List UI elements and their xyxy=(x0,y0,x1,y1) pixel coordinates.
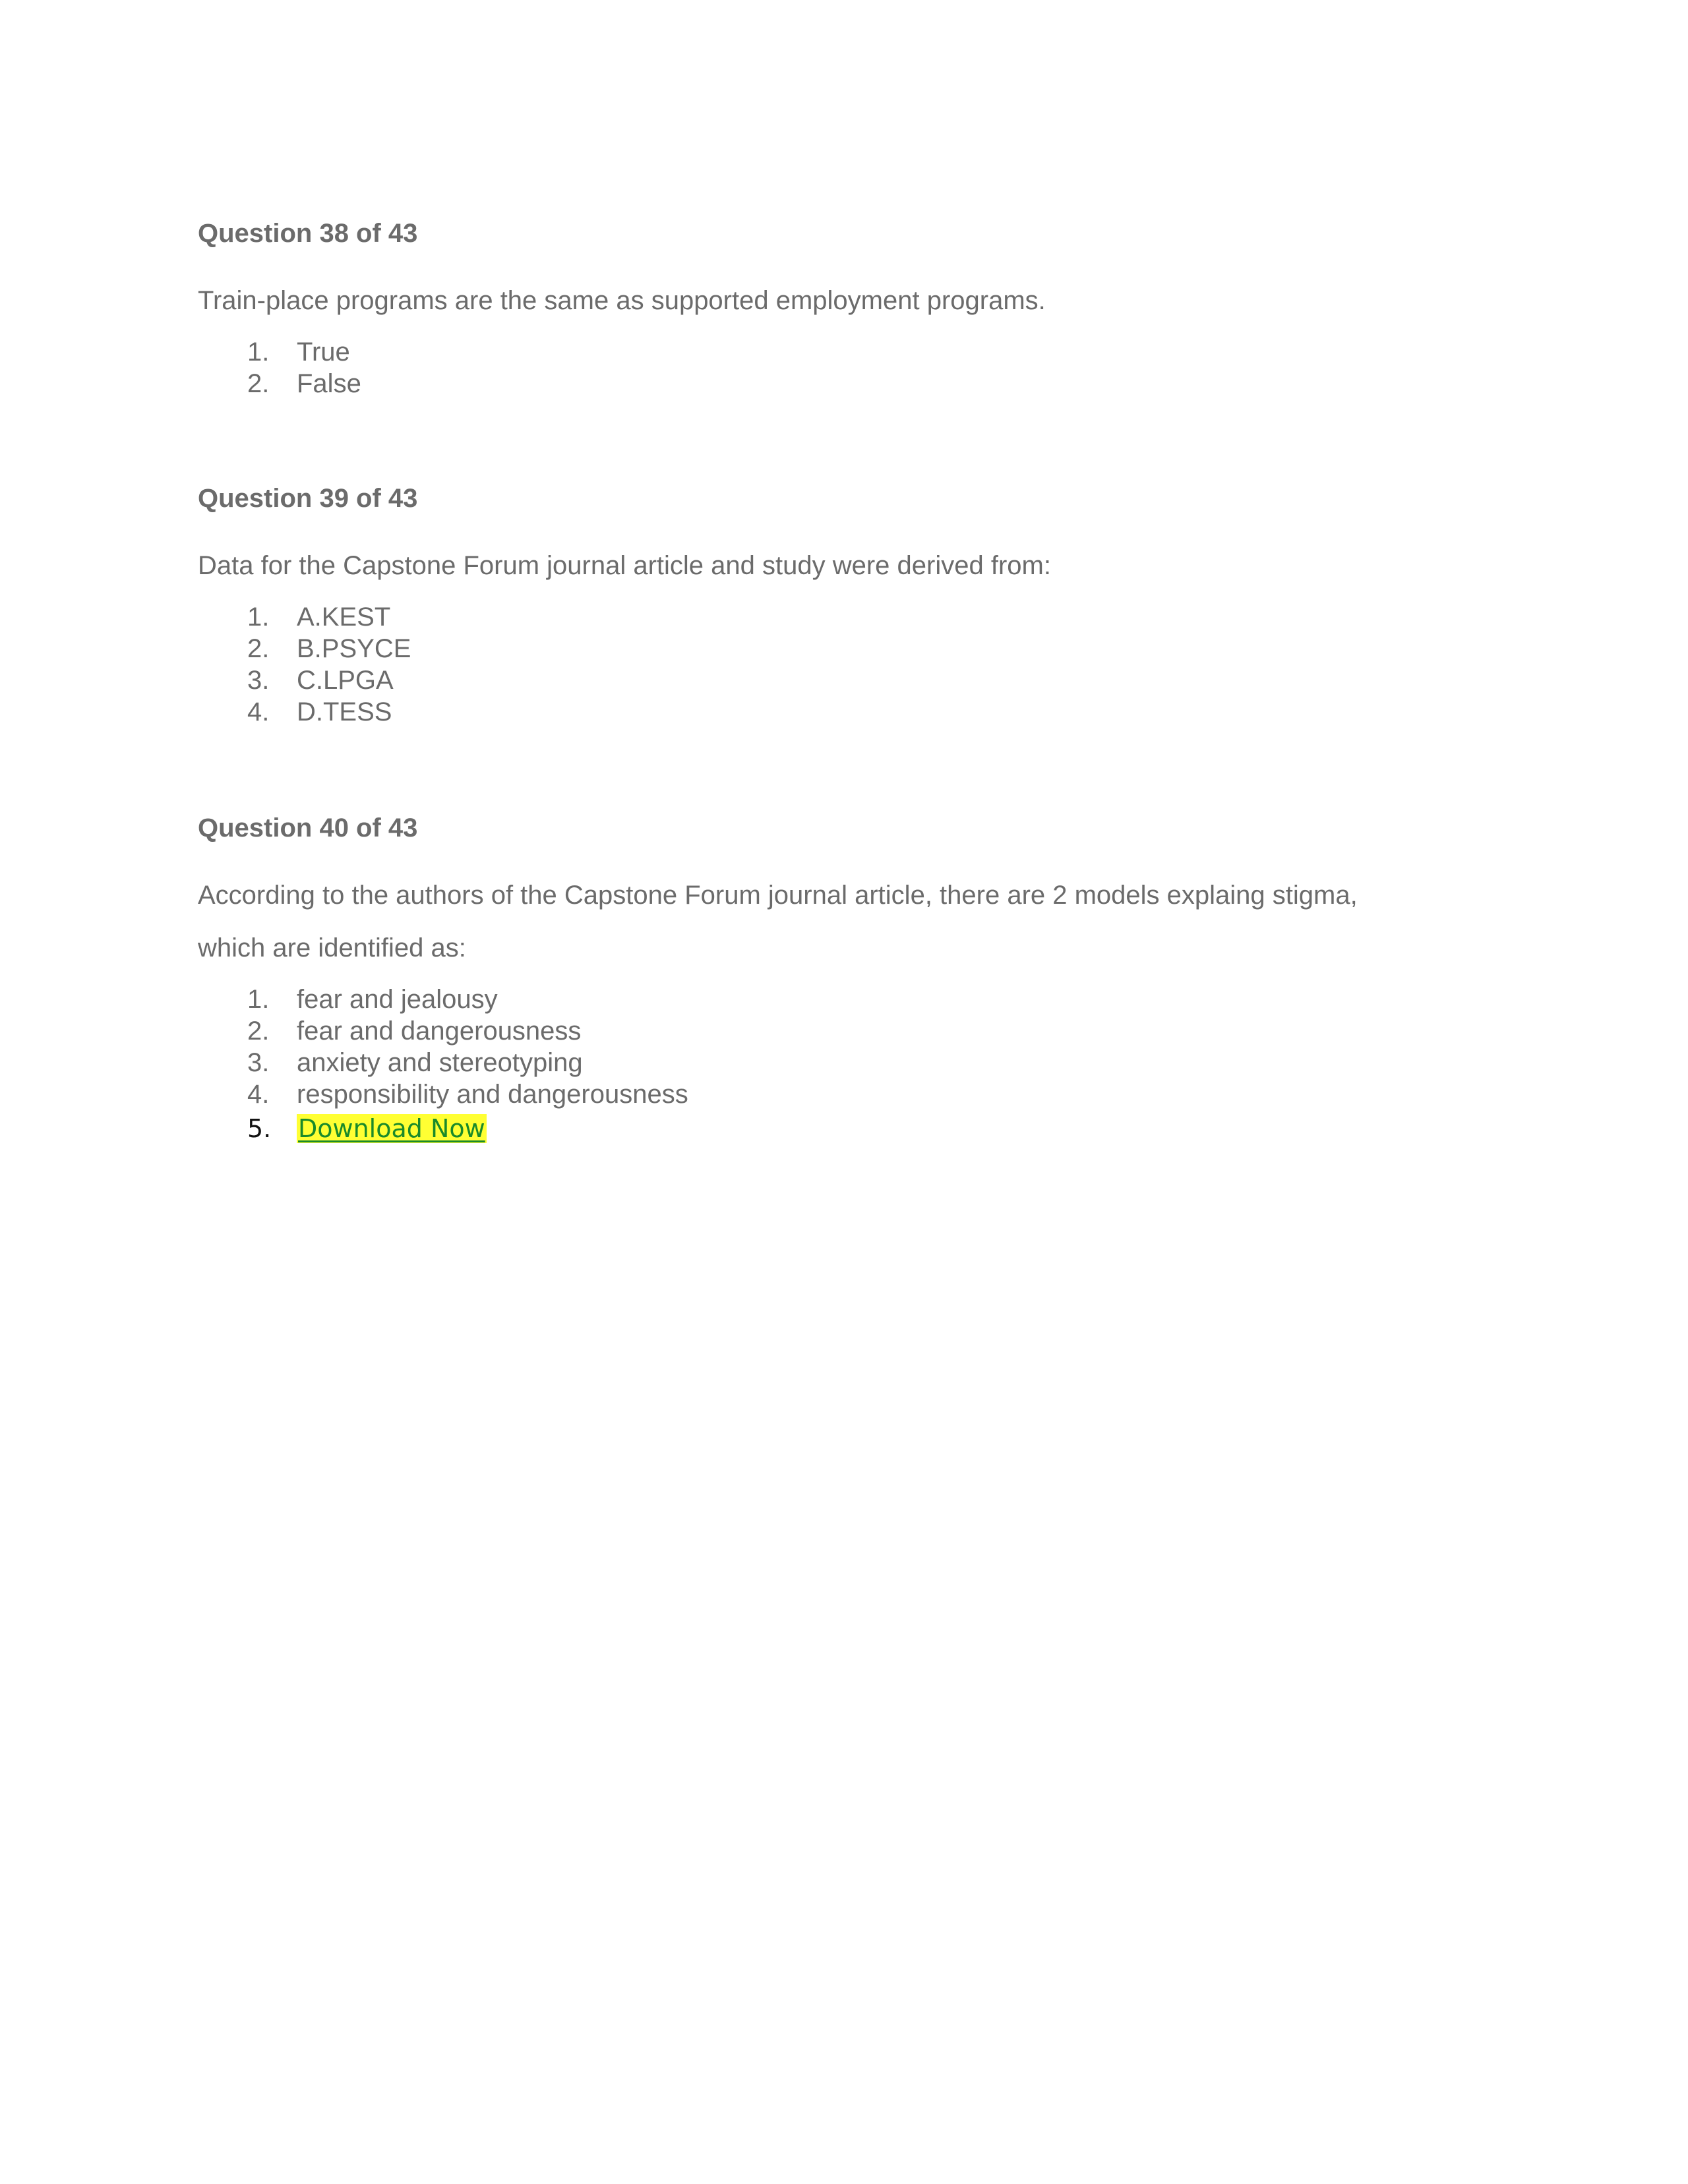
option-number: 2. xyxy=(247,369,270,398)
answer-list xyxy=(198,336,1517,399)
question-prompt: Train-place programs are the same as supported employment programs. xyxy=(198,286,1046,315)
option-number: 3. xyxy=(247,1048,270,1077)
question-38 xyxy=(198,218,1517,399)
question-prompt-line-2: which are identified as: xyxy=(198,933,466,962)
list-item xyxy=(198,1015,1517,1047)
option-text: D.TESS xyxy=(297,697,392,726)
question-heading: Question 39 of 43 xyxy=(198,484,418,513)
list-item xyxy=(198,696,1517,728)
option-number: 3. xyxy=(247,666,270,695)
question-heading: Question 38 of 43 xyxy=(198,219,418,248)
answer-list xyxy=(198,984,1517,1144)
download-wrapper xyxy=(297,1113,487,1144)
option-number: 4. xyxy=(247,1080,270,1109)
option-text: B.PSYCE xyxy=(297,634,411,663)
list-item xyxy=(198,664,1517,696)
option-text: anxiety and stereotyping xyxy=(297,1048,583,1077)
option-number: 1. xyxy=(247,603,270,632)
option-text: False xyxy=(297,369,361,398)
option-text: C.LPGA xyxy=(297,666,394,695)
option-text: A.KEST xyxy=(297,603,391,632)
question-prompt: Data for the Capstone Forum journal article and study were derived from: xyxy=(198,551,1051,580)
option-number: 1. xyxy=(247,338,270,367)
option-number: 1. xyxy=(247,985,270,1014)
option-number: 4. xyxy=(247,697,270,726)
list-item xyxy=(198,1047,1517,1078)
answer-list xyxy=(198,601,1517,728)
option-number: 2. xyxy=(247,634,270,663)
question-40 xyxy=(198,812,1517,1144)
list-item xyxy=(198,601,1517,633)
option-text: True xyxy=(297,338,350,367)
option-text: responsibility and dangerousness xyxy=(297,1080,688,1109)
list-item xyxy=(198,1078,1517,1110)
list-item xyxy=(198,368,1517,399)
list-item-download xyxy=(198,1113,1517,1144)
question-prompt-line-1: According to the authors of the Capstone Forum journal article, there are 2 models explaing stigma, xyxy=(198,881,1358,910)
download-now-link[interactable]: Download Now xyxy=(298,1114,485,1143)
option-text: fear and jealousy xyxy=(297,985,498,1014)
list-item xyxy=(198,984,1517,1015)
option-number: 2. xyxy=(247,1017,270,1046)
list-item xyxy=(198,633,1517,664)
question-heading: Question 40 of 43 xyxy=(198,813,418,842)
question-39 xyxy=(198,483,1517,728)
option-number: 5. xyxy=(247,1114,272,1143)
option-text: fear and dangerousness xyxy=(297,1017,582,1046)
list-item xyxy=(198,336,1517,368)
